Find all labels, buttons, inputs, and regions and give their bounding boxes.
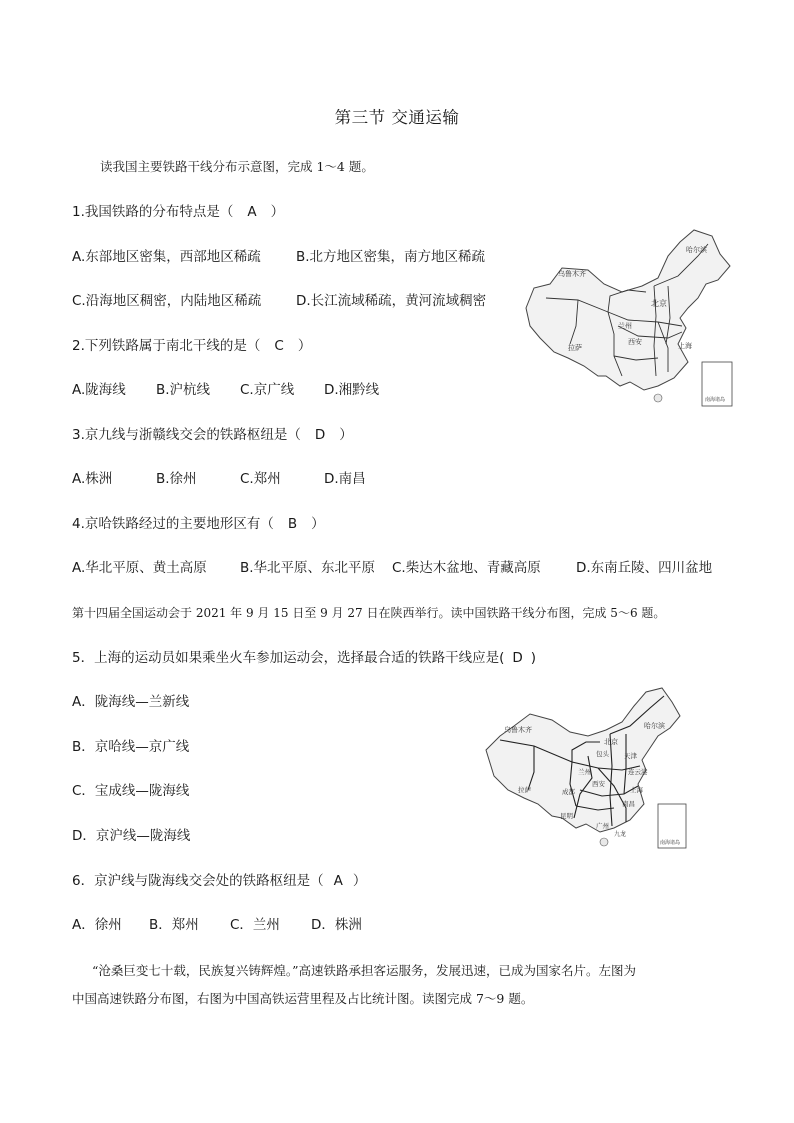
q5-option-c: C．宝成线—陇海线 xyxy=(72,783,190,799)
question-4-close: ） xyxy=(311,516,325,532)
label-urumqi: 乌鲁木齐 xyxy=(558,270,586,278)
q3-option-c: C.郑州 xyxy=(240,471,281,487)
question-3-close: ） xyxy=(339,427,353,443)
question-3 xyxy=(72,426,353,444)
intro-q1-4: 读我国主要铁路干线分布示意图，完成 1～4 题。 xyxy=(100,159,374,174)
q4-option-a: A.华北平原、黄土高原 xyxy=(72,560,207,576)
question-3-stem: 3.京九线与浙赣线交会的铁路枢纽是（ xyxy=(72,427,301,443)
label-lhasa: 拉萨 xyxy=(568,344,582,352)
q4-option-c: C.柴达木盆地、青藏高原 xyxy=(392,560,541,576)
q6-option-a: A．徐州 xyxy=(72,917,122,933)
question-5-answer: D xyxy=(512,650,523,666)
question-1-close: ） xyxy=(270,204,285,220)
q6-option-b: B．郑州 xyxy=(149,917,199,933)
q2-option-c: C.京广线 xyxy=(240,382,295,398)
label-inset-1: 南海诸岛 xyxy=(705,397,726,403)
q6-option-d: D．株洲 xyxy=(311,917,362,933)
question-3-options xyxy=(72,470,366,488)
label-lianyungang: 连云港 xyxy=(628,768,648,776)
label-urumqi: 乌鲁木齐 xyxy=(504,726,532,734)
hainan-island xyxy=(654,394,662,402)
q4-option-b: B.华北平原、东北平原 xyxy=(240,560,376,576)
label-beijing: 北京 xyxy=(651,299,667,308)
question-1-stem: 1.我国铁路的分布特点是（ xyxy=(72,204,234,220)
label-tianjin: 天津 xyxy=(624,752,637,760)
label-baotou: 包头 xyxy=(596,750,609,758)
question-6-answer: A xyxy=(333,873,343,889)
question-1 xyxy=(72,203,284,221)
label-guangzhou: 广州 xyxy=(596,822,609,830)
q5-option-b: B．京哈线—京广线 xyxy=(72,739,190,755)
intro-q7-9-line2: 中国高速铁路分布图，右图为中国高铁运营里程及占比统计图。读图完成 7～9 题。 xyxy=(72,991,534,1006)
question-5-stem: 5．上海的运动员如果乘坐火车参加运动会，选择最合适的铁路干线应是( xyxy=(72,650,505,666)
q5-option-d: D．京沪线—陇海线 xyxy=(72,828,191,844)
label-harbin: 哈尔滨 xyxy=(644,722,665,730)
question-2-stem: 2.下列铁路属于南北干线的是（ xyxy=(72,338,261,354)
question-3-answer: D xyxy=(314,427,326,443)
question-4-stem: 4.京哈铁路经过的主要地形区有（ xyxy=(72,516,274,532)
label-xian: 西安 xyxy=(628,338,642,346)
q2-option-d: D.湘黔线 xyxy=(324,382,380,398)
label-beijing: 北京 xyxy=(604,738,618,746)
q5-option-a: A．陇海线—兰新线 xyxy=(72,694,190,710)
question-1-options-row1 xyxy=(72,248,485,266)
q4-option-d: D.东南丘陵、四川盆地 xyxy=(576,560,713,576)
question-6-options xyxy=(72,916,362,934)
question-1-options-row2 xyxy=(72,292,486,310)
intro-q5-6: 第十四届全国运动会于 2021 年 9 月 15 日至 9 月 27 日在陕西举行。读中国铁路干线分布图，完成 5～6 题。 xyxy=(72,606,666,620)
question-6-stem: 6．京沪线与陇海线交会处的铁路枢纽是（ xyxy=(72,873,324,889)
q1-option-c: C.沿海地区稠密，内陆地区稀疏 xyxy=(72,293,262,309)
q3-option-d: D.南昌 xyxy=(324,471,366,487)
q2-option-a: A.陇海线 xyxy=(72,382,126,398)
q3-option-a: A.株洲 xyxy=(72,471,113,487)
label-shanghai: 上海 xyxy=(630,786,643,794)
label-lanzhou: 兰州 xyxy=(618,322,632,330)
intro-q7-9-line1: “沧桑巨变七十载，民族复兴铸辉煌。”高速铁路承担客运服务，发展迅速，已成为国家名片。左图为 xyxy=(92,963,637,978)
label-shanghai: 上海 xyxy=(678,342,692,350)
china-outline xyxy=(486,688,680,832)
china-railway-map-2 xyxy=(480,686,692,852)
label-nanchang: 南昌 xyxy=(622,800,635,808)
question-5 xyxy=(72,649,536,667)
china-railway-map-1 xyxy=(518,226,742,412)
label-jiulong: 九龙 xyxy=(614,831,627,838)
label-lanzhou: 兰州 xyxy=(578,768,591,776)
question-2-close: ） xyxy=(297,338,312,354)
label-inset-2: 南海诸岛 xyxy=(660,840,681,846)
q1-option-d: D.长江流域稀疏，黄河流域稠密 xyxy=(296,293,487,309)
q1-option-b: B.北方地区密集，南方地区稀疏 xyxy=(296,249,486,265)
q6-option-c: C．兰州 xyxy=(230,917,280,933)
question-4-answer: B xyxy=(287,516,298,532)
q3-option-b: B.徐州 xyxy=(156,471,197,487)
question-6 xyxy=(72,872,366,890)
label-xian: 西安 xyxy=(592,780,605,788)
question-4 xyxy=(72,515,325,533)
q2-option-b: B.沪杭线 xyxy=(156,382,211,398)
hainan-island xyxy=(600,838,608,846)
question-2 xyxy=(72,337,311,355)
question-2-options xyxy=(72,381,379,399)
label-harbin: 哈尔滨 xyxy=(686,246,707,254)
question-2-answer: C xyxy=(274,338,284,354)
page-title: 第三节 交通运输 xyxy=(334,108,460,127)
question-4-options xyxy=(72,559,712,577)
question-6-close: ） xyxy=(352,873,367,889)
label-kunming: 昆明 xyxy=(560,812,573,820)
question-5-close: ) xyxy=(530,650,537,666)
question-1-answer: A xyxy=(247,204,257,220)
q1-option-a: A.东部地区密集，西部地区稀疏 xyxy=(72,249,261,265)
label-lhasa: 拉萨 xyxy=(518,786,531,794)
label-chengdu: 成都 xyxy=(562,788,575,796)
